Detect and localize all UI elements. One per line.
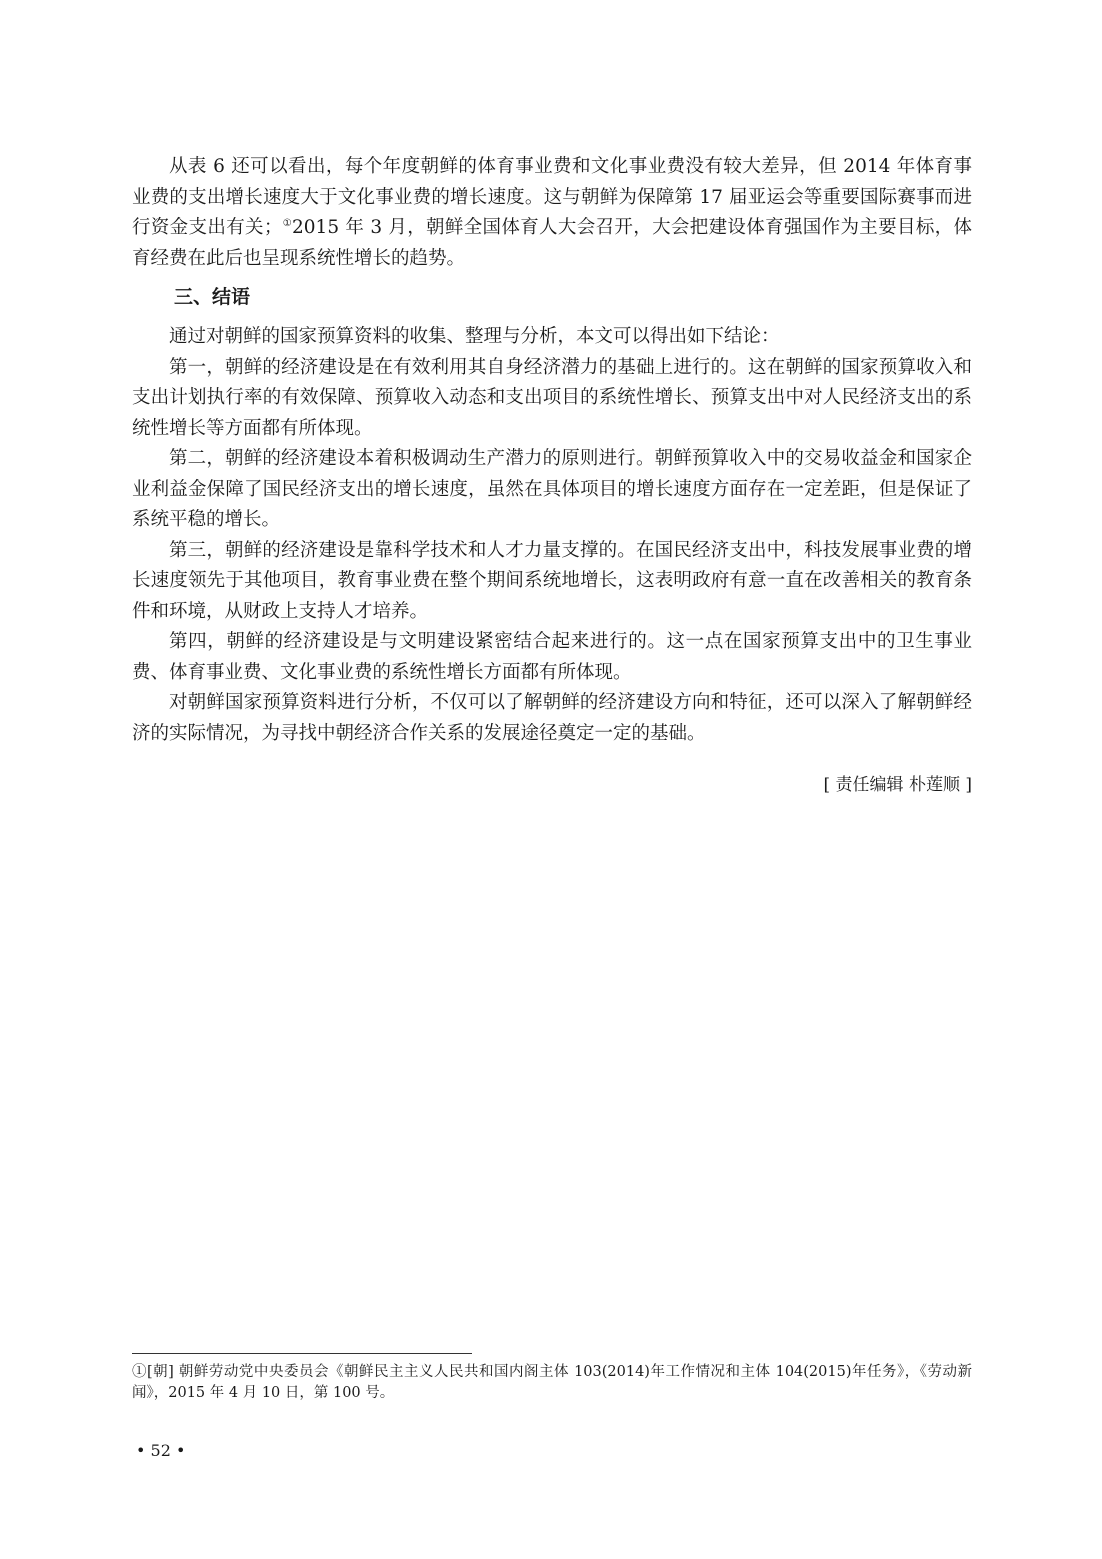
section-heading: 三、结语 — [174, 286, 251, 308]
paragraph-text: 从表 6 还可以看出，每个年度朝鲜的体育事业费和文化事业费没有较大差异，但 2014 年体育事业费的支出增长速度大于文化事业费的增长速度。这与朝鲜为保障第 17 届亚运会等重要国际赛事而进行资金支出有关； — [132, 156, 972, 238]
footnote-reference[interactable]: ① — [282, 217, 293, 229]
page-number: • 52 • — [136, 1441, 186, 1460]
responsible-editor-note: [ 责任编辑 朴莲顺 ] — [823, 775, 972, 795]
body-paragraph: 通过对朝鲜的国家预算资料的收集、整理与分析，本文可以得出如下结论： — [169, 326, 780, 347]
footnote-divider — [132, 1353, 472, 1354]
body-paragraph — [132, 152, 972, 274]
paragraph-text-continued: 2015 年 3 月，朝鲜全国体育人大会召开，大会把建设体育强国作为主要目标，体育经费在此后也呈现系统性增长的趋势。 — [132, 217, 972, 269]
body-paragraph: 第四，朝鲜的经济建设是与文明建设紧密结合起来进行的。这一点在国家预算支出中的卫生事业费、体育事业费、文化事业费的系统性增长方面都有所体现。 — [132, 631, 972, 683]
body-paragraph: 对朝鲜国家预算资料进行分析，不仅可以了解朝鲜的经济建设方向和特征，还可以深入了解朝鲜经济的实际情况，为寻找中朝经济合作关系的发展途径奠定一定的基础。 — [132, 692, 972, 744]
body-paragraph: 第三，朝鲜的经济建设是靠科学技术和人才力量支撑的。在国民经济支出中，科技发展事业费的增长速度领先于其他项目，教育事业费在整个期间系统地增长，这表明政府有意一直在改善相关的教育条件和环境，从财政上支持人才培养。 — [132, 539, 972, 622]
body-paragraph: 第二，朝鲜的经济建设本着积极调动生产潜力的原则进行。朝鲜预算收入中的交易收益金和国家企业利益金保障了国民经济支出的增长速度，虽然在具体项目的增长速度方面存在一定差距，但是保证了系统平稳的增长。 — [132, 448, 972, 530]
body-paragraph: 第一，朝鲜的经济建设是在有效利用其自身经济潜力的基础上进行的。这在朝鲜的国家预算收入和支出计划执行率的有效保障、预算收入动态和支出项目的系统性增长、预算支出中对人民经济支出的系统性增长等方面都有所体现。 — [132, 356, 972, 439]
article-body — [132, 152, 972, 799]
footnote: ①[朝] 朝鲜劳动党中央委员会《朝鲜民主主义人民共和国内阁主体 103(2014)年工作情况和主体 104(2015)年任务》，《劳动新闻》，2015 年 4 月 10 日，第 100 号。 — [132, 1364, 972, 1401]
